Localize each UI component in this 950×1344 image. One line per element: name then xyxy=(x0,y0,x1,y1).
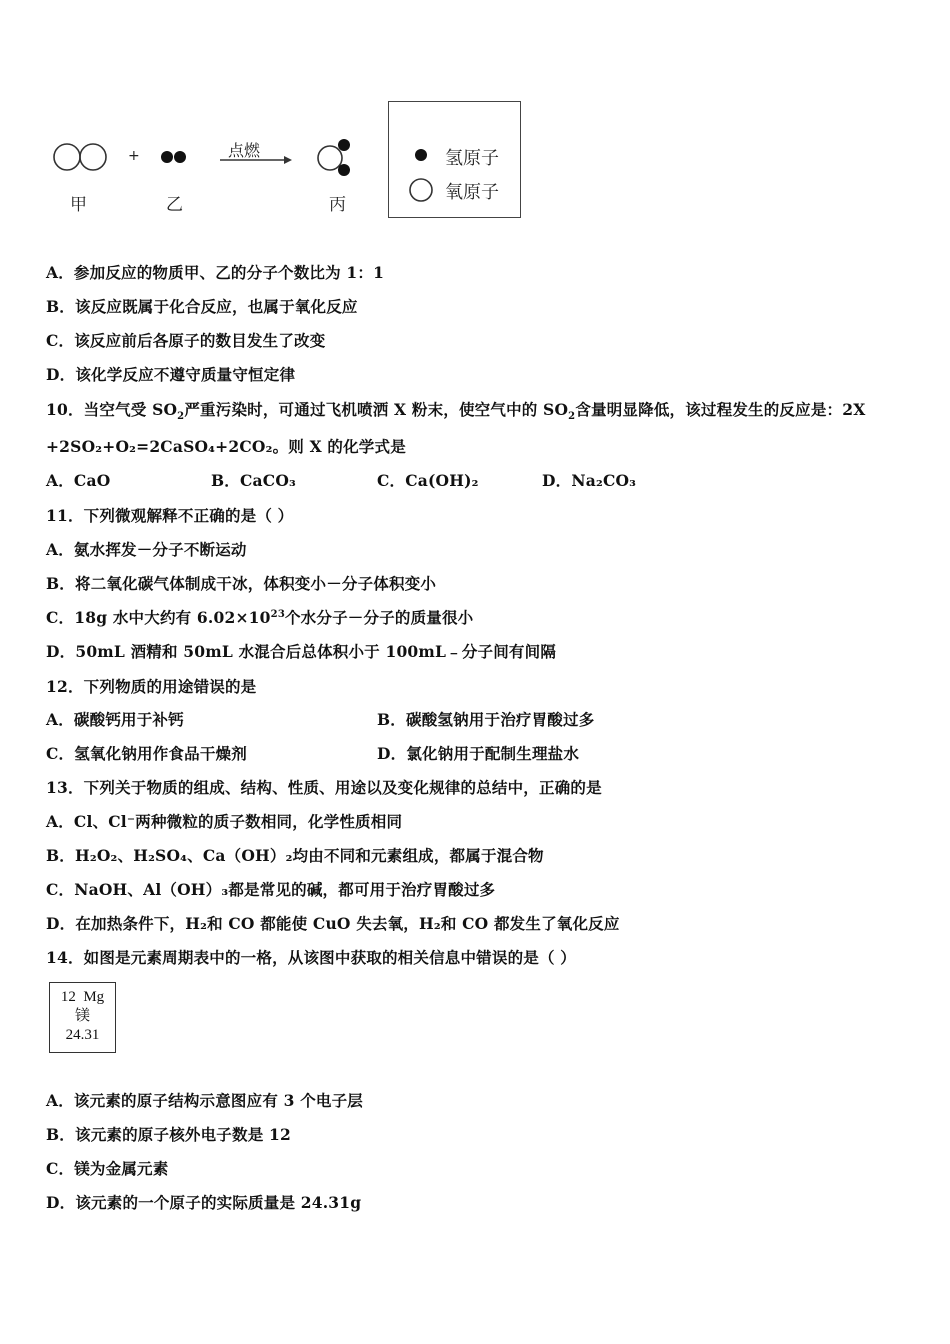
q14-option-d: D．该元素的一个原子的实际质量是 24.31g xyxy=(46,1193,362,1212)
q14-option-b: B．该元素的原子核外电子数是 12 xyxy=(46,1125,291,1144)
q10-stem-text-1: 10．当空气受 SO xyxy=(46,400,178,419)
q11-option-c-text-1: C．18g 水中大约有 6.02×10 xyxy=(46,608,271,627)
atomic-mass: 24.31 xyxy=(65,1027,100,1043)
reaction-condition: 点燃 xyxy=(228,141,261,160)
q14-option-c: C．镁为金属元素 xyxy=(46,1159,169,1178)
product-label: 丙 xyxy=(329,195,346,215)
legend-icons xyxy=(403,102,443,212)
q9-option-a: A．参加反应的物质甲、乙的分子个数比为 1：1 xyxy=(46,263,385,282)
q11-option-d: D．50mL 酒精和 50mL 水混合后总体积小于 100mL﹣分子间有间隔 xyxy=(46,642,557,661)
q9-option-b: B．该反应既属于化合反应，也属于氧化反应 xyxy=(46,297,358,316)
reactant2-molecule-icon xyxy=(161,151,186,163)
q12-stem: 12．下列物质的用途错误的是 xyxy=(46,677,257,696)
periodic-table-cell xyxy=(49,982,116,1053)
q11-stem: 11．下列微观解释不正确的是（ ） xyxy=(46,506,294,525)
element-number-symbol xyxy=(50,988,115,1007)
reactant2-label: 乙 xyxy=(166,195,183,215)
q13-option-c: C．NaOH、Al（OH）₃都是常见的碱，都可用于治疗胃酸过多 xyxy=(46,880,496,899)
q12-option-d: D．氯化钠用于配制生理盐水 xyxy=(377,744,580,763)
q10-option-b: B．CaCO₃ xyxy=(211,471,297,490)
q10-option-a: A．CaO xyxy=(46,471,111,490)
q11-option-c-exponent: 23 xyxy=(270,608,285,620)
reactant1-label: 甲 xyxy=(70,195,87,215)
element-name: 镁 xyxy=(74,1008,90,1024)
q14-option-a: A．该元素的原子结构示意图应有 3 个电子层 xyxy=(46,1091,364,1110)
q9-option-d: D．该化学反应不遵守质量守恒定律 xyxy=(46,365,296,384)
q13-option-a: A．Cl、Cl⁻两种微粒的质子数相同，化学性质相同 xyxy=(46,812,403,831)
q14-stem: 14．如图是元素周期表中的一格，从该图中获取的相关信息中错误的是（ ） xyxy=(46,948,576,967)
atomic-number: 12 xyxy=(60,989,76,1005)
q11-option-b: B．将二氧化碳气体制成干冰，体积变小－分子体积变小 xyxy=(46,574,437,593)
q10-stem xyxy=(46,398,865,422)
q12-option-a: A．碳酸钙用于补钙 xyxy=(46,710,184,729)
q10-stem-sub-1: 2 xyxy=(177,411,185,423)
reactant1-molecule-icon xyxy=(54,144,106,170)
q10-stem-line2: +2SO₂+O₂=2CaSO₄+2CO₂。则 X 的化学式是 xyxy=(46,437,406,456)
q13-stem: 13．下列关于物质的组成、结构、性质、用途以及变化规律的总结中，正确的是 xyxy=(46,778,602,797)
q11-option-c xyxy=(46,606,473,628)
q11-option-c-text-2: 个水分子－分子的质量很小 xyxy=(284,608,474,627)
q10-stem-text-2: 严重污染时，可通过飞机喷洒 X 粉末，使空气中的 SO xyxy=(184,400,569,419)
q10-stem-sub-2: 2 xyxy=(568,411,576,423)
q10-option-d: D．Na₂CO₃ xyxy=(542,471,637,490)
plus-sign: + xyxy=(128,148,140,164)
legend-oxygen-label: 氧原子 xyxy=(445,182,499,203)
q10-option-c: C．Ca(OH)₂ xyxy=(377,471,479,490)
q11-option-a: A．氨水挥发－分子不断运动 xyxy=(46,540,247,559)
element-symbol: Mg xyxy=(83,989,105,1005)
oxygen-atom-icon xyxy=(410,179,432,201)
legend-hydrogen-label: 氢原子 xyxy=(445,148,499,169)
q9-option-c: C．该反应前后各原子的数目发生了改变 xyxy=(46,331,326,350)
q13-option-d: D．在加热条件下，H₂和 CO 都能使 CuO 失去氧，H₂和 CO 都发生了氧化反应 xyxy=(46,914,620,933)
product-molecule-icon xyxy=(318,139,350,176)
hydrogen-atom-icon xyxy=(415,149,427,161)
q12-option-b: B．碳酸氢钠用于治疗胃酸过多 xyxy=(377,710,595,729)
q10-stem-text-3: 含量明显降低，该过程发生的反应是：2X xyxy=(575,400,866,419)
q12-option-c: C．氢氧化钠用作食品干燥剂 xyxy=(46,744,247,763)
q13-option-b: B．H₂O₂、H₂SO₄、Ca（OH）₂均由不同和元素组成，都属于混合物 xyxy=(46,846,544,865)
atom-legend xyxy=(388,101,521,218)
